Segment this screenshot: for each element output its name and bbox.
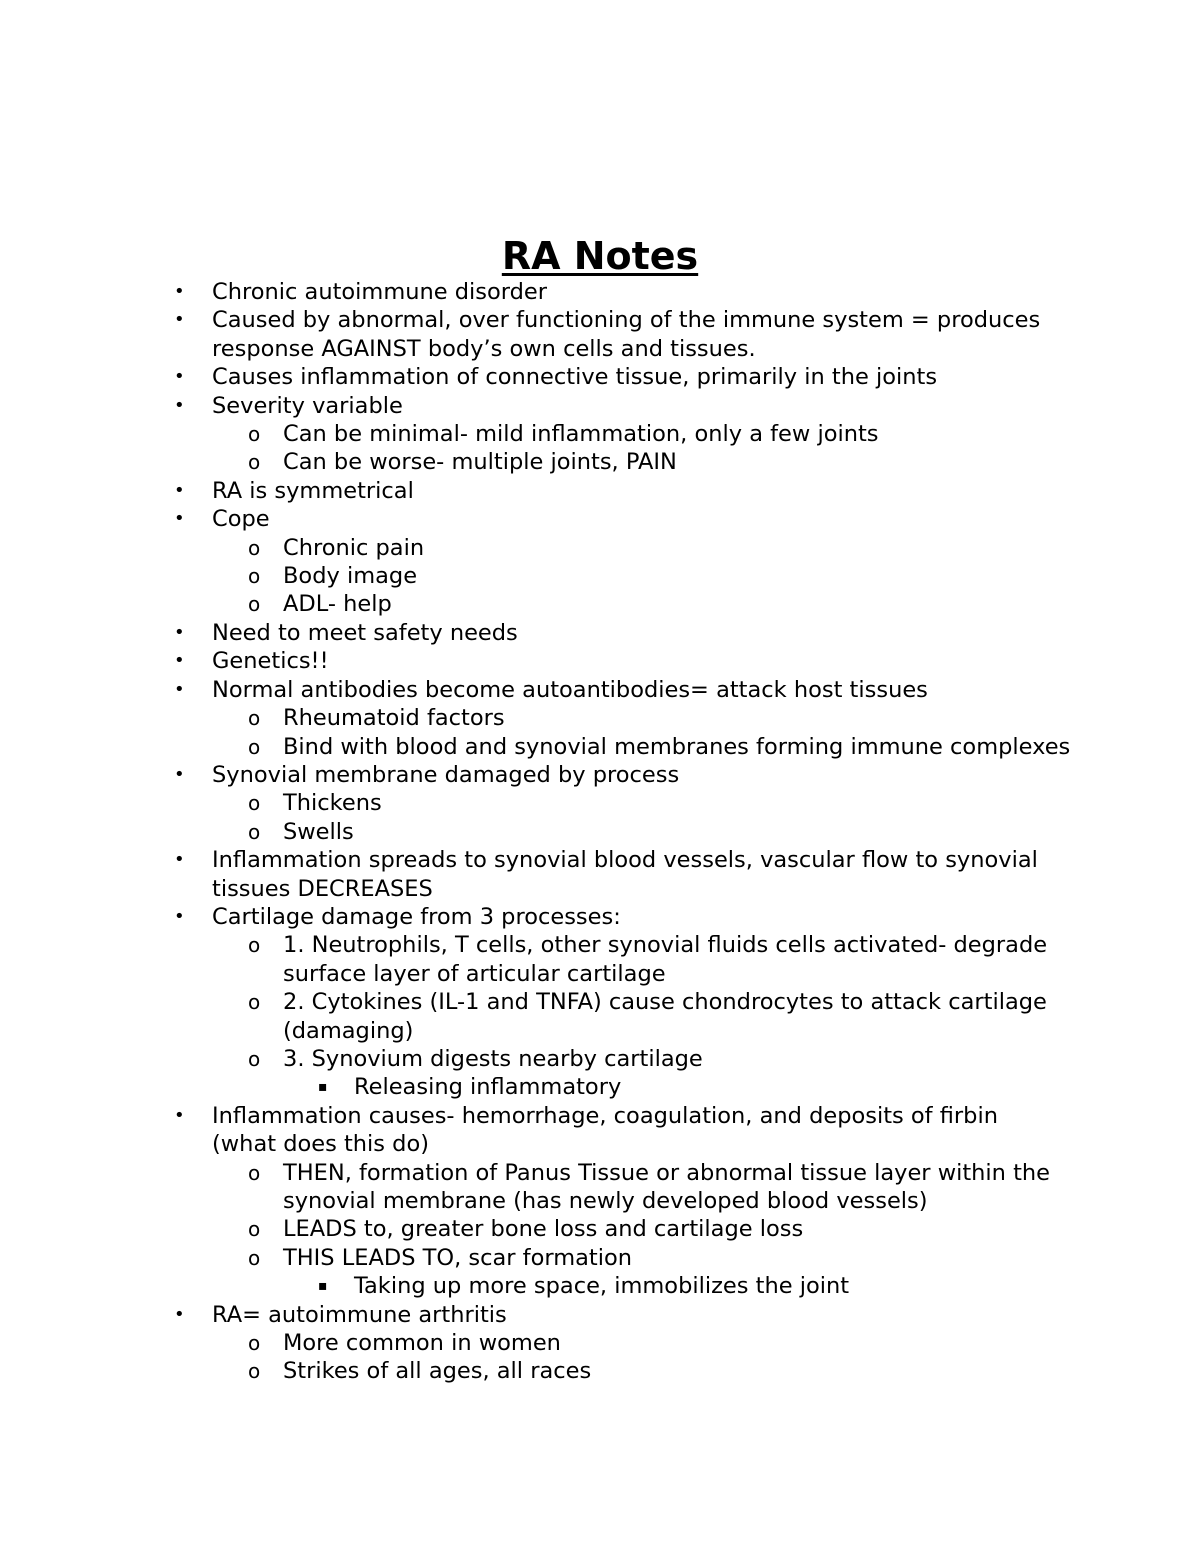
list-item-text: Rheumatoid factors (283, 705, 505, 732)
list-item-text: Taking up more space, immobilizes the joint (354, 1273, 850, 1300)
list-item (0, 903, 1042, 931)
list-item-text: Severity variable (212, 392, 403, 419)
list-item-text: Inflammation causes- hemorrhage, coagulation, and deposits of firbin (what does this do) (212, 1102, 998, 1158)
list-item (0, 704, 1113, 732)
list-item (0, 562, 1113, 590)
bullet-icon: • (174, 508, 185, 530)
bullet-icon: • (174, 621, 185, 643)
bullet-icon: • (174, 849, 185, 871)
list-item (0, 818, 1113, 846)
circle-bullet-icon: o (248, 734, 261, 759)
list-item (0, 988, 1113, 1045)
list-item (0, 477, 1042, 505)
list-item-text: Normal antibodies become autoantibodies= attack host tissues (212, 676, 928, 703)
list-item (0, 420, 1113, 448)
list-item (0, 1073, 1184, 1101)
list-item (0, 619, 1042, 647)
list-item-text: THEN, formation of Panus Tissue or abnormal tissue layer within the synovial membrane (has newly developed blood vessels) (283, 1159, 1051, 1214)
square-bullet-icon: ▪ (318, 1079, 328, 1096)
list-item (0, 733, 1113, 761)
circle-bullet-icon: o (248, 1160, 261, 1185)
bullet-icon: • (174, 281, 185, 302)
circle-bullet-icon: o (248, 819, 261, 844)
bullet-icon: • (174, 1104, 185, 1126)
list-item-text: Genetics!! (212, 648, 329, 675)
bullet-icon: • (174, 1303, 185, 1325)
list-item (0, 1301, 1042, 1329)
list-item-text: THIS LEADS TO, scar formation (283, 1244, 633, 1271)
list-item (0, 1159, 1113, 1216)
list-item-text: ADL- help (283, 591, 392, 618)
list-item-text: Swells (283, 818, 354, 845)
bullet-icon: • (174, 678, 185, 700)
list-item (0, 846, 1042, 903)
list-item-text: RA is symmetrical (212, 477, 414, 504)
list-item-text: Can be worse- multiple joints, PAIN (283, 449, 677, 476)
list-item-text: Can be minimal- mild inflammation, only a few joints (283, 421, 879, 448)
list-item-text: RA= autoimmune arthritis (212, 1301, 507, 1328)
list-item-text: More common in women (283, 1330, 561, 1357)
list-item-text: Strikes of all ages, all races (283, 1358, 592, 1385)
bullet-icon: • (174, 479, 185, 501)
circle-bullet-icon: o (248, 791, 261, 816)
page-title: RA Notes (501, 234, 699, 278)
circle-bullet-icon: o (248, 592, 261, 617)
list-item (0, 534, 1113, 562)
list-item (0, 676, 1042, 704)
bullet-icon: • (174, 309, 185, 331)
bullet-icon: • (174, 650, 185, 672)
circle-bullet-icon: o (248, 1046, 261, 1071)
circle-bullet-icon: o (248, 535, 261, 560)
list-item (0, 448, 1113, 476)
notes-list (0, 278, 1200, 1386)
circle-bullet-icon: o (248, 933, 261, 958)
circle-bullet-icon: o (248, 450, 261, 475)
list-item (0, 1357, 1113, 1385)
square-bullet-icon: ▪ (318, 1278, 328, 1295)
circle-bullet-icon: o (248, 1217, 261, 1242)
list-item (0, 1272, 1184, 1300)
bullet-icon: • (174, 905, 185, 927)
list-item (0, 505, 1042, 533)
circle-bullet-icon: o (248, 1331, 261, 1356)
circle-bullet-icon: o (248, 990, 261, 1015)
list-item-text: Cartilage damage from 3 processes: (212, 903, 621, 930)
list-item (0, 647, 1042, 675)
list-item-text: Bind with blood and synovial membranes forming immune complexes (283, 733, 1071, 760)
list-item-text: Synovial membrane damaged by process (212, 761, 680, 788)
list-item (0, 1045, 1113, 1073)
list-item (0, 931, 1113, 988)
list-item (0, 1102, 1042, 1159)
bullet-icon: • (174, 763, 185, 785)
bullet-icon: • (174, 394, 185, 416)
list-item-text: 3. Synovium digests nearby cartilage (283, 1045, 703, 1072)
list-item-text: Need to meet safety needs (212, 619, 518, 646)
list-item (0, 1329, 1113, 1357)
list-item-text: Chronic pain (283, 534, 425, 561)
list-item-text: Caused by abnormal, over functioning of the immune system = produces response AGAINST body’s own cells and tissues. (212, 307, 1041, 362)
list-item (0, 306, 1042, 363)
list-item-text: Thickens (283, 790, 382, 817)
circle-bullet-icon: o (248, 706, 261, 731)
list-item (0, 1215, 1113, 1243)
list-item (0, 590, 1113, 618)
list-item (0, 363, 1042, 391)
list-item-text: LEADS to, greater bone loss and cartilage loss (283, 1216, 804, 1243)
list-item-text: 2. Cytokines (IL-1 and TNFA) cause chondrocytes to attack cartilage (damaging) (283, 989, 1047, 1044)
list-item-text: Body image (283, 563, 418, 590)
list-item-text: Causes inflammation of connective tissue, primarily in the joints (212, 364, 938, 391)
list-item (0, 761, 1042, 789)
list-item (0, 789, 1113, 817)
list-item-text: Chronic autoimmune disorder (212, 279, 548, 305)
circle-bullet-icon: o (248, 1359, 261, 1384)
list-item (0, 1244, 1113, 1272)
list-item (0, 278, 1042, 306)
list-item (0, 392, 1042, 420)
list-item-text: 1. Neutrophils, T cells, other synovial fluids cells activated- degrade surface layer of articular cartilage (283, 932, 1048, 987)
list-item-text: Inflammation spreads to synovial blood vessels, vascular flow to synovial tissues DECREASES (212, 847, 1038, 902)
circle-bullet-icon: o (248, 422, 261, 447)
list-item-text: Releasing inflammatory (354, 1074, 622, 1101)
circle-bullet-icon: o (248, 564, 261, 589)
circle-bullet-icon: o (248, 1245, 261, 1270)
bullet-icon: • (174, 366, 185, 388)
list-item-text: Cope (212, 506, 270, 533)
